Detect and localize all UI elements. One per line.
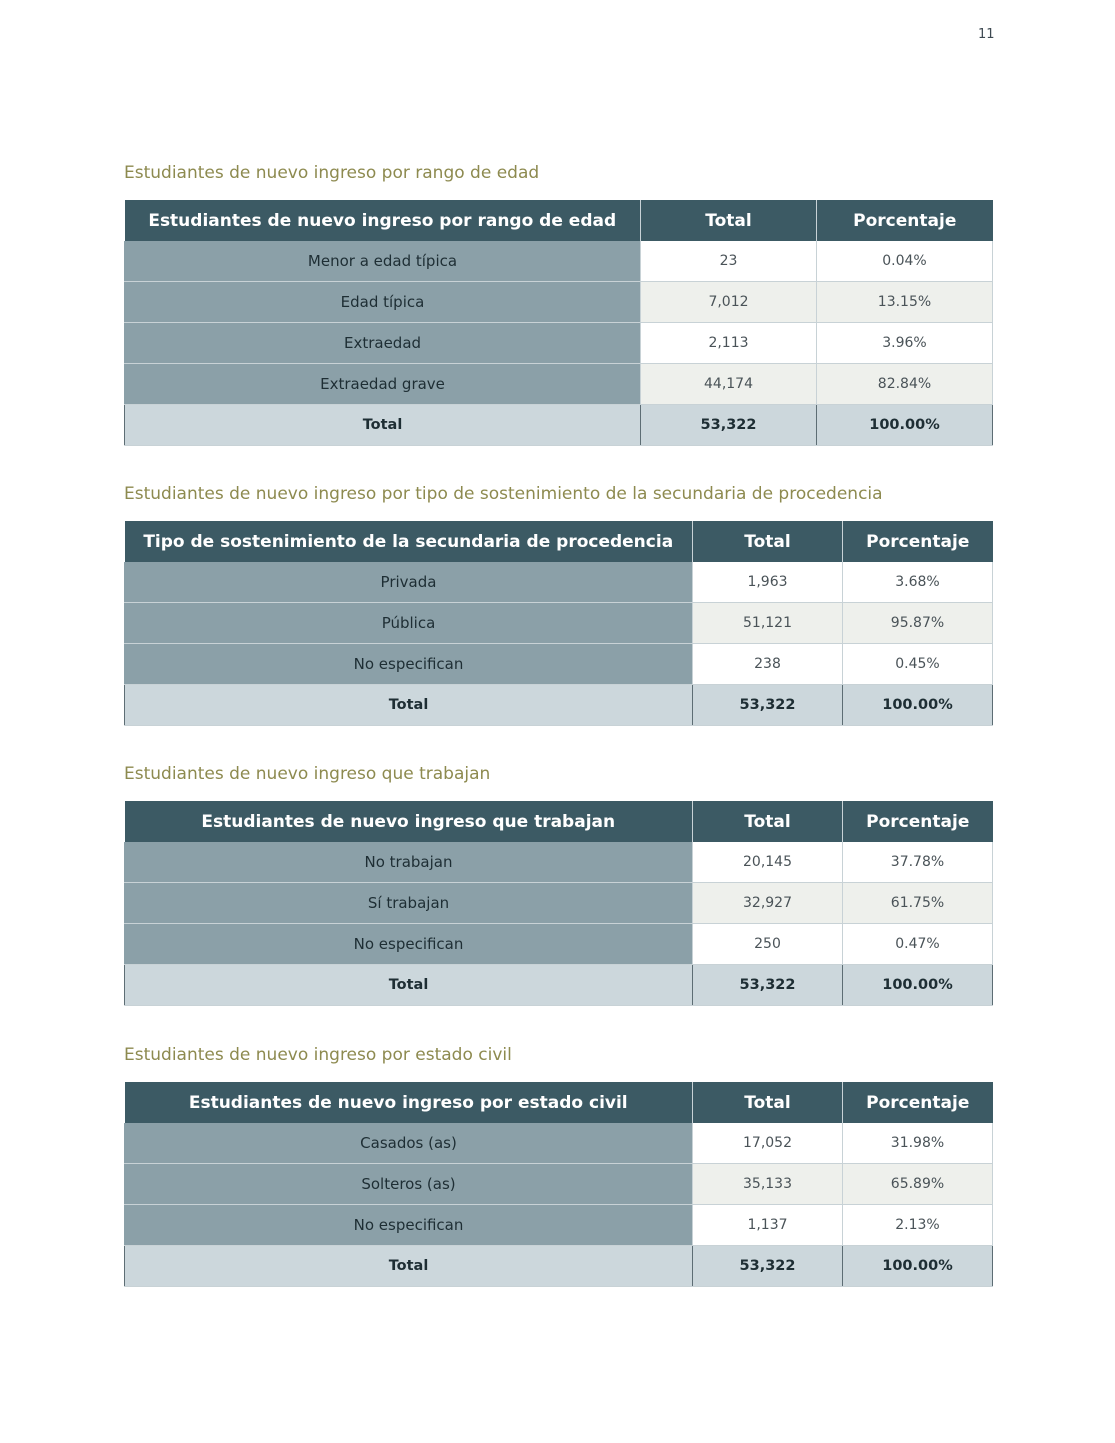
table-header-row [125, 521, 993, 562]
column-header: Porcentaje [817, 200, 993, 241]
table-row [125, 883, 993, 924]
table-header-row [125, 200, 993, 241]
total-label: Total [125, 685, 693, 726]
table-row [125, 364, 993, 405]
cell-percentage: 65.89% [843, 1164, 993, 1205]
table-row [125, 562, 993, 603]
table-row [125, 1164, 993, 1205]
row-label: No especifican [125, 1205, 693, 1246]
row-label: Pública [125, 603, 693, 644]
section-title: Estudiantes de nuevo ingreso por tipo de sostenimiento de la secundaria de procedencia [124, 484, 883, 504]
cell-total: 2,113 [641, 323, 817, 364]
total-value: 53,322 [693, 1246, 843, 1287]
cell-percentage: 2.13% [843, 1205, 993, 1246]
cell-total: 35,133 [693, 1164, 843, 1205]
total-label: Total [125, 405, 641, 446]
total-row [125, 405, 993, 446]
column-header: Total [641, 200, 817, 241]
total-row [125, 965, 993, 1006]
row-label: No especifican [125, 924, 693, 965]
cell-percentage: 13.15% [817, 282, 993, 323]
cell-percentage: 3.68% [843, 562, 993, 603]
table-row [125, 842, 993, 883]
employment-table [124, 801, 993, 1006]
cell-percentage: 37.78% [843, 842, 993, 883]
table-header-row [125, 1082, 993, 1123]
cell-percentage: 31.98% [843, 1123, 993, 1164]
section-title: Estudiantes de nuevo ingreso por rango de edad [124, 163, 540, 183]
cell-total: 51,121 [693, 603, 843, 644]
table-row [125, 924, 993, 965]
cell-percentage: 0.04% [817, 241, 993, 282]
total-percentage: 100.00% [843, 965, 993, 1006]
cell-total: 23 [641, 241, 817, 282]
section-age-range [124, 162, 993, 446]
cell-percentage: 95.87% [843, 603, 993, 644]
cell-percentage: 0.45% [843, 644, 993, 685]
column-header: Porcentaje [843, 521, 993, 562]
row-label: Edad típica [125, 282, 641, 323]
total-label: Total [125, 965, 693, 1006]
section-marital-status [124, 1044, 993, 1287]
marital-status-table [124, 1082, 993, 1287]
table-header-row [125, 801, 993, 842]
row-label: Privada [125, 562, 693, 603]
total-value: 53,322 [641, 405, 817, 446]
row-label: Extraedad grave [125, 364, 641, 405]
row-label: No trabajan [125, 842, 693, 883]
cell-total: 250 [693, 924, 843, 965]
column-header: Estudiantes de nuevo ingreso que trabajan [125, 801, 693, 842]
column-header: Tipo de sostenimiento de la secundaria de procedencia [125, 521, 693, 562]
section-employment [124, 763, 993, 1006]
age-range-table [124, 200, 993, 446]
page-number: 11 [978, 27, 995, 42]
table-row [125, 241, 993, 282]
cell-percentage: 82.84% [817, 364, 993, 405]
total-percentage: 100.00% [843, 1246, 993, 1287]
cell-total: 44,174 [641, 364, 817, 405]
table-row [125, 323, 993, 364]
total-row [125, 685, 993, 726]
column-header: Estudiantes de nuevo ingreso por rango de edad [125, 200, 641, 241]
cell-total: 32,927 [693, 883, 843, 924]
total-value: 53,322 [693, 965, 843, 1006]
cell-total: 20,145 [693, 842, 843, 883]
table-row [125, 1205, 993, 1246]
row-label: Casados (as) [125, 1123, 693, 1164]
cell-total: 1,137 [693, 1205, 843, 1246]
total-value: 53,322 [693, 685, 843, 726]
total-row [125, 1246, 993, 1287]
section-title: Estudiantes de nuevo ingreso por estado civil [124, 1045, 512, 1065]
total-percentage: 100.00% [817, 405, 993, 446]
column-header: Porcentaje [843, 1082, 993, 1123]
column-header: Porcentaje [843, 801, 993, 842]
school-funding-table [124, 521, 993, 726]
total-label: Total [125, 1246, 693, 1287]
cell-percentage: 3.96% [817, 323, 993, 364]
column-header: Total [693, 1082, 843, 1123]
row-label: Solteros (as) [125, 1164, 693, 1205]
table-row [125, 644, 993, 685]
cell-percentage: 61.75% [843, 883, 993, 924]
cell-total: 238 [693, 644, 843, 685]
table-row [125, 1123, 993, 1164]
cell-percentage: 0.47% [843, 924, 993, 965]
table-row [125, 603, 993, 644]
table-row [125, 282, 993, 323]
cell-total: 7,012 [641, 282, 817, 323]
column-header: Total [693, 521, 843, 562]
cell-total: 17,052 [693, 1123, 843, 1164]
column-header: Estudiantes de nuevo ingreso por estado civil [125, 1082, 693, 1123]
row-label: Sí trabajan [125, 883, 693, 924]
section-title: Estudiantes de nuevo ingreso que trabajan [124, 764, 491, 784]
row-label: Menor a edad típica [125, 241, 641, 282]
section-school-funding [124, 483, 993, 726]
row-label: No especifican [125, 644, 693, 685]
cell-total: 1,963 [693, 562, 843, 603]
column-header: Total [693, 801, 843, 842]
total-percentage: 100.00% [843, 685, 993, 726]
row-label: Extraedad [125, 323, 641, 364]
